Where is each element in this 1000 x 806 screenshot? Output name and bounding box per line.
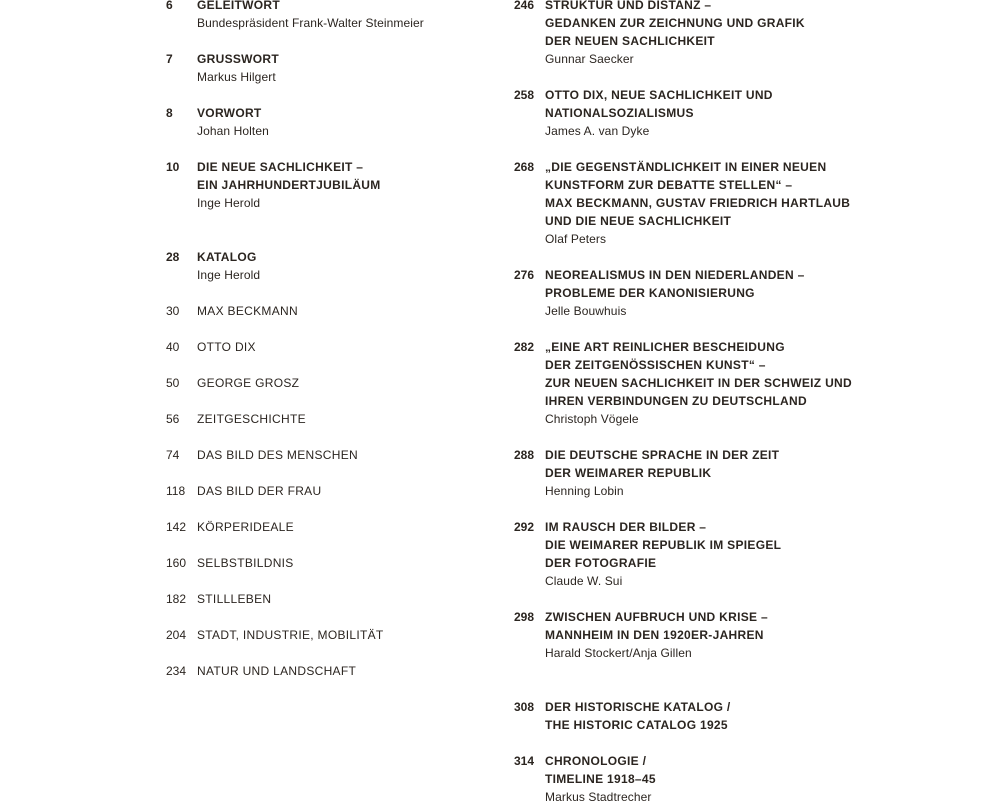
toc-catalog-item[interactable] [166,446,486,464]
page-number: 118 [166,484,186,498]
page-number: 7 [166,52,173,66]
toc-entry[interactable] [514,446,854,500]
toc-entry[interactable] [166,50,486,86]
page-number: 288 [514,448,535,462]
toc-entry[interactable] [514,86,854,140]
entry-author: Olaf Peters [545,232,607,246]
entry-author: Christoph Vögele [545,412,639,426]
page-number: 40 [166,340,180,354]
entry-title: OTTO DIX, NEUE SACHLICHKEIT UND NATIONALSOZIALISMUS [545,88,773,120]
toc-catalog-item[interactable] [166,590,486,608]
entry-title: NEOREALISMUS IN DEN NIEDERLANDEN – PROBLEME DER KANONISIERUNG [545,268,805,300]
entry-title: IM RAUSCH DER BILDER – DIE WEIMARER REPUBLIK IM SPIEGEL DER FOTOGRAFIE [545,520,782,570]
entry-title: ZWISCHEN AUFBRUCH UND KRISE – MANNHEIM IN DEN 1920ER-JAHREN [545,610,768,642]
toc-catalog-item[interactable] [166,626,486,644]
entry-author: Markus Stadtrecher [545,790,652,804]
entry-title: CHRONOLOGIE / TIMELINE 1918–45 [545,754,656,786]
entry-title: STADT, INDUSTRIE, MOBILITÄT [197,628,384,642]
toc-entry[interactable] [514,158,854,248]
toc-entry[interactable] [514,266,854,320]
page-number: 56 [166,412,180,426]
entry-title: VORWORT [197,106,262,120]
page-number: 276 [514,268,535,282]
entry-title: KÖRPERIDEALE [197,520,294,534]
page-number: 292 [514,520,535,534]
page-number: 160 [166,556,187,570]
entry-author: Johan Holten [197,124,269,138]
entry-title: DAS BILD DES MENSCHEN [197,448,358,462]
page-number: 282 [514,340,535,354]
entry-title: GELEITWORT [197,0,280,12]
page-number: 182 [166,592,187,606]
entry-title: GEORGE GROSZ [197,376,300,390]
entry-title: STRUKTUR UND DISTANZ – GEDANKEN ZUR ZEICHNUNG UND GRAFIK DER NEUEN SACHLICHKEIT [545,0,805,48]
page-number: 314 [514,754,535,768]
toc-entry[interactable] [166,158,486,212]
entry-author: Markus Hilgert [197,70,276,84]
entry-author: Claude W. Sui [545,574,623,588]
page-number: 30 [166,304,180,318]
entry-title: ZEITGESCHICHTE [197,412,306,426]
toc-left-column [166,0,486,680]
entry-title: STILLLEBEN [197,592,272,606]
toc-entry[interactable] [514,752,854,806]
page-number: 234 [166,664,187,678]
toc-catalog-item[interactable] [166,338,486,356]
toc-entry[interactable] [514,608,854,662]
toc-catalog-item[interactable] [166,518,486,536]
toc-entry[interactable] [514,518,854,590]
page-number: 308 [514,700,535,714]
toc-entry[interactable] [166,104,486,140]
entry-title: DAS BILD DER FRAU [197,484,322,498]
entry-title: DER HISTORISCHE KATALOG / THE HISTORIC CATALOG 1925 [545,700,731,732]
toc-catalog-item[interactable] [166,410,486,428]
entry-title: SELBSTBILDNIS [197,556,294,570]
toc-entry[interactable] [514,338,854,428]
entry-author: Henning Lobin [545,484,624,498]
toc-catalog-item[interactable] [166,482,486,500]
page-number: 268 [514,160,535,174]
page-number: 10 [166,160,180,174]
entry-author: Harald Stockert/Anja Gillen [545,646,692,660]
entry-author: Jelle Bouwhuis [545,304,627,318]
page-number: 298 [514,610,535,624]
page-number: 204 [166,628,187,642]
toc-catalog-item[interactable] [166,554,486,572]
page-number: 50 [166,376,180,390]
entry-title: OTTO DIX [197,340,256,354]
entry-title: DIE NEUE SACHLICHKEIT – EIN JAHRHUNDERTJUBILÄUM [197,160,381,192]
entry-author: Inge Herold [197,268,261,282]
toc-right-column [514,0,854,806]
page-number: 8 [166,106,173,120]
toc-entry[interactable] [166,0,486,32]
entry-author: James A. van Dyke [545,124,650,138]
page-number: 28 [166,250,180,264]
toc-catalog-item[interactable] [166,662,486,680]
entry-title: „DIE GEGENSTÄNDLICHKEIT IN EINER NEUEN KUNSTFORM ZUR DEBATTE STELLEN“ – MAX BECKMANN, GUSTAV FRIEDRICH HARTLAUB UND DIE NEUE SACHLICHKEIT [545,160,851,228]
toc-entry[interactable] [514,0,854,68]
toc-entry[interactable] [514,698,854,734]
page-number: 142 [166,520,187,534]
entry-title: NATUR UND LANDSCHAFT [197,664,357,678]
entry-title: „EINE ART REINLICHER BESCHEIDUNG DER ZEITGENÖSSISCHEN KUNST“ – ZUR NEUEN SACHLICHKEIT IN DER SCHWEIZ UND IHREN VERBINDUNGEN ZU DEUTSCHLAND [545,340,852,408]
entry-title: KATALOG [197,250,257,264]
toc-catalog-item[interactable] [166,302,486,320]
entry-title: DIE DEUTSCHE SPRACHE IN DER ZEIT DER WEIMARER REPUBLIK [545,448,780,480]
entry-title: MAX BECKMANN [197,304,298,318]
toc-entry-katalog[interactable] [166,248,486,284]
entry-author: Inge Herold [197,196,261,210]
entry-author: Gunnar Saecker [545,52,634,66]
page-number: 246 [514,0,535,12]
entry-title: GRUSSWORT [197,52,280,66]
page-number: 6 [166,0,173,12]
entry-author: Bundespräsident Frank-Walter Steinmeier [197,16,424,30]
page-number: 74 [166,448,180,462]
toc-catalog-item[interactable] [166,374,486,392]
page-number: 258 [514,88,535,102]
